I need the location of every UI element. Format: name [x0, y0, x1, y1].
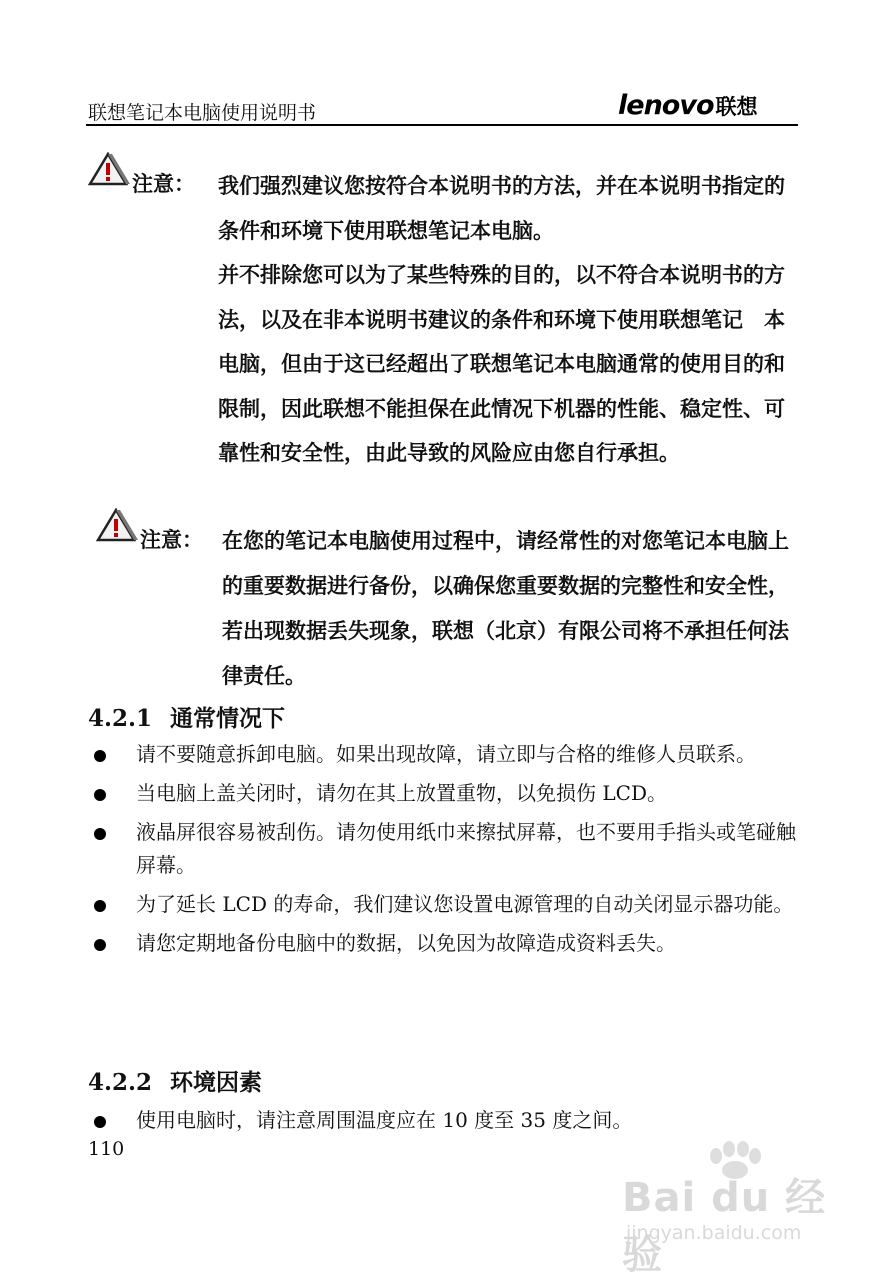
bullet-icon	[94, 828, 106, 840]
list-item: 为了延长 LCD 的寿命，我们建议您设置电源管理的自动关闭显示器功能。	[88, 888, 804, 921]
bullet-icon	[94, 939, 106, 951]
logo-chinese: 联想	[715, 95, 758, 119]
bullet-icon	[94, 1116, 106, 1128]
document-header-title: 联想笔记本电脑使用说明书	[88, 102, 317, 124]
watermark-brand: Bai du 经验	[622, 1175, 827, 1278]
notice-label: 注意：	[140, 528, 203, 552]
warning-triangle-icon	[96, 508, 140, 542]
section-title: 通常情况下	[170, 705, 285, 732]
page-number: 110	[88, 1138, 125, 1160]
notice-paragraph: 并不排除您可以为了某些特殊的目的，以不符合本说明书的方法，以及在非本说明书建议的条件和环境下使用联想笔记 本电脑，但由于这已经超出了联想笔记本电脑通常的使用目的和限制，因此联想不能担保在此情况下机器的性能、稳定性、可靠性和安全性，由此导致的风险应由您自行承担。	[218, 263, 785, 465]
notice-body	[222, 519, 802, 699]
list-item: 请您定期地备份电脑中的数据，以免因为故障造成资料丢失。	[88, 927, 804, 960]
section-number: 4.2.1	[88, 705, 153, 732]
bullet-icon	[94, 789, 106, 801]
notice-label: 注意：	[132, 172, 195, 196]
section-number: 4.2.2	[88, 1069, 153, 1096]
bullet-icon	[94, 750, 106, 762]
section-heading	[88, 700, 285, 733]
notice-paragraph: 我们强烈建议您按符合本说明书的方法，并在本说明书指定的条件和环境下使用联想笔记本电脑。	[218, 174, 785, 243]
notice-body	[218, 164, 800, 476]
warning-triangle-icon	[88, 152, 132, 186]
list-item: 请不要随意拆卸电脑。如果出现故障，请立即与合格的维修人员联系。	[88, 738, 804, 771]
header-divider	[86, 124, 798, 126]
section-heading	[88, 1064, 262, 1097]
logo-wordmark: lenovo	[618, 90, 714, 121]
bullet-list	[88, 738, 804, 966]
watermark-url: jingyan.baidu.com	[626, 1222, 802, 1244]
list-item: 使用电脑时，请注意周围温度应在 10 度至 35 度之间。	[88, 1104, 804, 1137]
list-item: 液晶屏很容易被刮伤。请勿使用纸巾来擦拭屏幕，也不要用手指头或笔碰触屏幕。	[88, 816, 804, 882]
bullet-icon	[94, 900, 106, 912]
bullet-list	[88, 1104, 804, 1143]
section-title: 环境因素	[170, 1069, 262, 1096]
notice-paragraph: 在您的笔记本电脑使用过程中，请经常性的对您笔记本电脑上的重要数据进行备份，以确保您重要数据的完整性和安全性，若出现数据丢失现象，联想（北京）有限公司将不承担任何法律责任。	[222, 529, 789, 688]
list-item: 当电脑上盖关闭时，请勿在其上放置重物，以免损伤 LCD。	[88, 777, 804, 810]
baidu-watermark	[612, 1140, 862, 1278]
lenovo-logo	[618, 90, 758, 122]
